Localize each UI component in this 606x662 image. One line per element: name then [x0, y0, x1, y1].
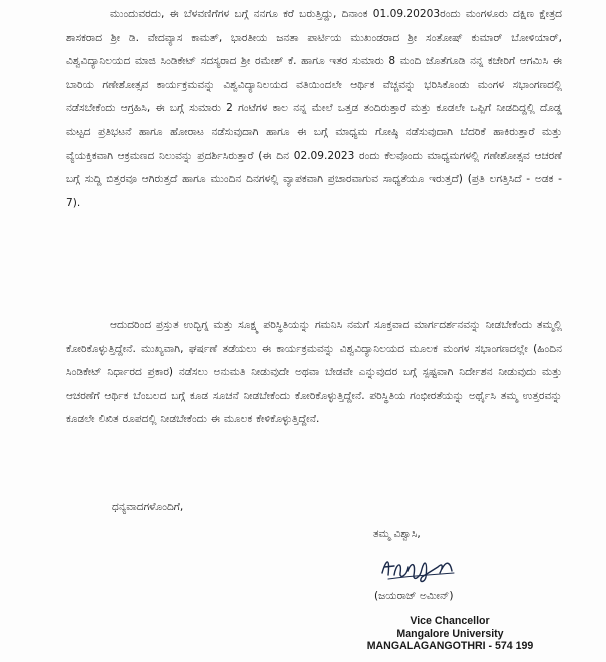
designation-institution: Mangalore University: [396, 627, 504, 640]
designation-address: MANGALAGANGOTHRI - 574 199: [366, 640, 534, 652]
letter-paragraph-3: ಧನ್ಯವಾದಗಳೊಂದಿಗೆ,: [112, 501, 184, 513]
handwritten-signature: [378, 549, 458, 585]
signer-designation-block: [355, 615, 545, 653]
letter-paragraph-2: ಆದುದರಿಂದ ಪ್ರಸ್ತುತ ಉದ್ಭಿಗ್ನ ಮತ್ತು ಸೂಕ್ಷ್ಮ ಪರಿಸ್ಥಿತಿಯನ್ನು ಗಮನಿಸಿ ನಮಗೆ ಸೂಕ್ತವಾದ ಮಾರ್ಗದರ್ಶನವನ್ನು ನೀಡಬೇಕೆಂದು ತಮ್ಮಲ್ಲಿ ಕೋರಿಕೊಳ್ಳುತ್ತಿದ್ದೇನೆ. ಮುಖ್ಯವಾಗಿ, ಘರ್ಷಣೆ ತಡೆಯಲು ಈ ಕಾರ್ಯಕ್ರಮವನ್ನು ವಿಶ್ವವಿದ್ಯಾನಿಲಯದ ಮೂಲಕ ಮಂಗಳ ಸಭಾಂಗಣದಲ್ಲೇ (ಹಿಂದಿನ ಸಿಂಡಿಕೇಟ್ ನಿರ್ಧಾರದ ಪ್ರಕಾರ) ನಡೆಸಲು ಅನುಮತಿ ನೀಡುವುದೇ ಅಥವಾ ಬೇಡವೇ ಎನ್ನುವುದರ ಬಗ್ಗೆ ಸ್ಪಷ್ಟವಾಗಿ ನಿರ್ದೇಶನ ನೀಡುವುದು ಮತ್ತು ಆಚರಣೆಗೆ ಆರ್ಥಿಕ ಬೆಂಬಲದ ಬಗ್ಗೆ ಕೂಡ ಸೂಚನೆ ನೀಡಬೇಕೆಂದು ಕೋರಿಕೊಳ್ಳುತ್ತಿದ್ದೇನೆ. ಪರಿಸ್ಥಿತಿಯ ಗಂಭೀರತೆಯನ್ನು ಅರ್ಥೈಸಿ ತಮ್ಮ ಉತ್ತರವನ್ನು ಕೂಡಲೇ ಲಿಖಿತ ರೂಪದಲ್ಲಿ ನೀಡಬೇಕೆಂದು ಈ ಮೂಲಕ ಕೇಳಿಕೊಳ್ಳುತ್ತಿದ್ದೇನೆ.: [66, 319, 562, 426]
designation-title: Vice Chancellor: [410, 615, 490, 627]
signer-name: (ಜಯರಾಜ್ ಅಮೀನ್): [374, 590, 454, 602]
letter-paragraph-1: ಮುಂದುವರದು, ಈ ಬೆಳವಣಿಗೆಗಳ ಬಗ್ಗೆ ನನಗೂ ಕರೆ ಬರುತ್ತಿದ್ದು, ದಿನಾಂಕ 01.09.20203ರಂದು ಮಂಗಳೂರು ದಕ್ಷಿಣ ಕ್ಷೇತ್ರದ ಶಾಸಕರಾದ ಶ್ರೀ ಡಿ. ವೇದವ್ಯಾಸ ಕಾಮತ್, ಭಾರತೀಯ ಜನತಾ ಪಾರ್ಟಿಯ ಮುಖಂಡರಾದ ಶ್ರೀ ಸಂತೋಷ್ ಕುಮಾರ್ ಬೋಳಿಯಾರ್, ವಿಶ್ವವಿದ್ಯಾನಿಲಯದ ಮಾಜಿ ಸಿಂಡಿಕೇಟ್ ಸದಸ್ಯರಾದ ಶ್ರೀ ರಮೇಶ್ ಕೆ. ಹಾಗೂ ಇತರ ಸುಮಾರು 8 ಮಂದಿ ಜೊತೆಗೂಡಿ ನನ್ನ ಕಚೇರಿಗೆ ಆಗಮಿಸಿ ಈ ಬಾರಿಯ ಗಣೇಶೋತ್ಸವ ಕಾರ್ಯಕ್ರಮವನ್ನು ವಿಶ್ವವಿದ್ಯಾನಿಲಯದ ವತಿಯಿಂದಲೇ ಆರ್ಥಿಕ ವೆಚ್ಚವನ್ನು ಭರಿಸಿಕೊಂಡು ಮಂಗಳ ಸಭಾಂಗಣದಲ್ಲಿ ನಡೆಸಬೇಕೆಂದು ಆಗ್ರಹಿಸಿ, ಈ ಬಗ್ಗೆ ಸುಮಾರು 2 ಗಂಟೆಗಳ ಕಾಲ ನನ್ನ ಮೇಲೆ ಒತ್ತಡ ತಂದಿರುತ್ತಾರೆ ಮತ್ತು ಕೂಡಲೇ ಒಪ್ಪಿಗೆ ನೀಡದಿದ್ದಲ್ಲಿ ದೊಡ್ಡ ಮಟ್ಟದ ಪ್ರತಿಭಟನೆ ಹಾಗೂ ಹೋರಾಟ ನಡೆಸುವುದಾಗಿ ಹಾಗೂ ಈ ಬಗ್ಗೆ ಮಾಧ್ಯಮ ಗೋಷ್ಠಿ ನಡೆಸುವುದಾಗಿ ಬೆದರಿಕೆ ಹಾಕಿರುತ್ತಾರೆ ಮತ್ತು ವ್ಯೆಯಕ್ತಿಕವಾಗಿ ಆಕ್ರಮಣದ ನಿಲುವನ್ನು ಪ್ರದರ್ಶಿಸಿರುತ್ತಾರೆ (ಈ ದಿನ 02.09.2023 ರಂದು ಕೆಲವೊಂದು ಮಾಧ್ಯಮಗಳಲ್ಲಿ ಗಣೇಶೋತ್ಸವ ಆಚರಣೆ ಬಗ್ಗೆ ಸುದ್ದಿ ಬಿತ್ತರವೂ ಆಗಿರುತ್ತದೆ ಹಾಗೂ ಮುಂದಿನ ದಿನಗಳಲ್ಲಿ ವ್ಯಾಪಕವಾಗಿ ಪ್ರಚಾರವಾಗುವ ಸಾಧ್ಯತೆಯೂ ಇರುತ್ತದೆ) (ಪ್ರತಿ ಲಗತ್ತಿಸಿದೆ - ಅಡಕ - 7).: [66, 8, 562, 209]
closing-salutation: ತಮ್ಮ ವಿಶ್ವಾಸಿ,: [373, 528, 421, 540]
